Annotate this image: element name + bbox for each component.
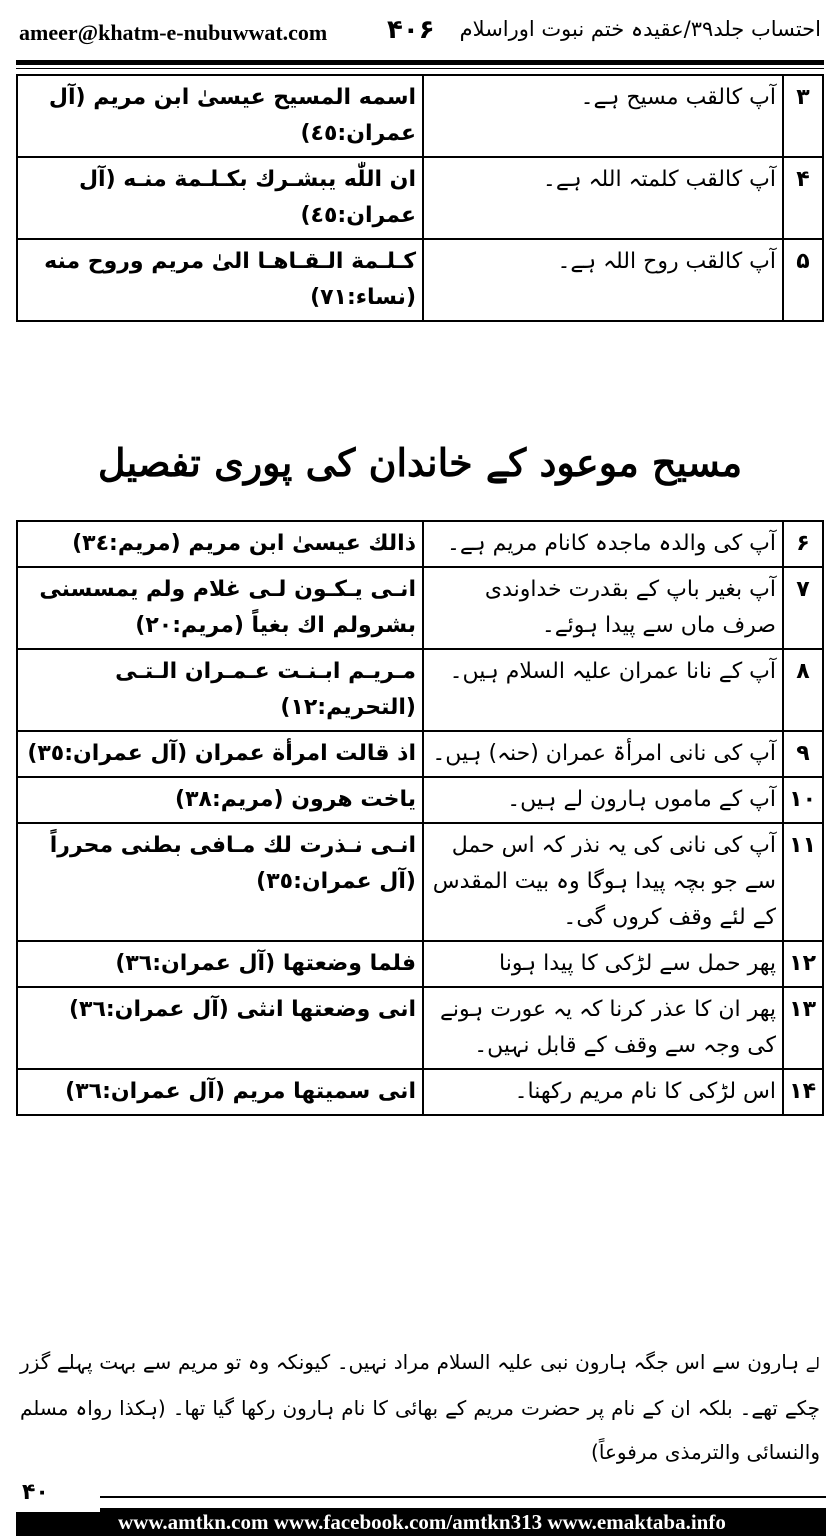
row-arabic-verse: اسمه المسیح عیسیٰ ابن مریم (آل عمران:٤٥) bbox=[17, 75, 423, 157]
row-urdu-text: آپ کالقب کلمتہ اللہ ہے۔ bbox=[423, 157, 783, 239]
row-urdu-text: پھر ان کا عذر کرنا کہ یہ عورت ہونے کی وجہ سے وقف کے قابل نہیں۔ bbox=[423, 987, 783, 1069]
row-arabic-verse: اذ قالت امرأة عمران (آل عمران:٣٥) bbox=[17, 731, 423, 777]
header-email: ameer@khatm-e-nubuwwat.com bbox=[19, 20, 328, 45]
row-number: ۷ bbox=[783, 567, 823, 649]
table-row bbox=[17, 157, 823, 239]
footer-links[interactable]: www.amtkn.com www.facebook.com/amtkn313 www.emaktaba.info bbox=[118, 1510, 726, 1534]
table-row bbox=[17, 567, 823, 649]
page-header bbox=[15, 6, 825, 56]
row-arabic-verse: انـی یـکـون لـی غلام ولم یمسسنی بشرولم اك بغیاً (مریم:٢٠) bbox=[17, 567, 423, 649]
row-number: ۳ bbox=[783, 75, 823, 157]
row-urdu-text: آپ کے نانا عمران علیہ السلام ہیں۔ bbox=[423, 649, 783, 731]
row-number: ۱۴ bbox=[783, 1069, 823, 1115]
row-urdu-text: پھر حمل سے لڑکی کا پیدا ہونا bbox=[423, 941, 783, 987]
row-number: ۱۳ bbox=[783, 987, 823, 1069]
table-row bbox=[17, 731, 823, 777]
row-number: ۶ bbox=[783, 521, 823, 567]
row-number: ۱۱ bbox=[783, 823, 823, 941]
header-title: احتساب جلد۳۹/عقیدہ ختم نبوت اوراسلام bbox=[459, 17, 821, 41]
row-urdu-text: آپ کالقب مسیح ہے۔ bbox=[423, 75, 783, 157]
header-rule bbox=[16, 60, 824, 65]
header-page-number: ۴۰۶ bbox=[387, 15, 435, 45]
row-urdu-text: آپ بغیر باپ کے بقدرت خداوندی صرف ماں سے پیدا ہوئے۔ bbox=[423, 567, 783, 649]
table-row bbox=[17, 777, 823, 823]
row-urdu-text: آپ کالقب روح اللہ ہے۔ bbox=[423, 239, 783, 321]
row-number: ۵ bbox=[783, 239, 823, 321]
verse-table-main bbox=[16, 520, 824, 1116]
row-arabic-verse: انـی نـذرت لك مـافی بطنی محرراً (آل عمران:٣٥) bbox=[17, 823, 423, 941]
footer-page-mark: ۴۰ bbox=[22, 1480, 49, 1505]
table-row bbox=[17, 649, 823, 731]
row-arabic-verse: فلما وضعتها (آل عمران:٣٦) bbox=[17, 941, 423, 987]
table-row bbox=[17, 1069, 823, 1115]
table-row bbox=[17, 75, 823, 157]
row-number: ۹ bbox=[783, 731, 823, 777]
row-number: ۱۰ bbox=[783, 777, 823, 823]
row-arabic-verse: انی سمیتها مریم (آل عمران:٣٦) bbox=[17, 1069, 423, 1115]
row-arabic-verse: مـریـم ابـنـت عـمـران الـتـی (التحریم:١٢) bbox=[17, 649, 423, 731]
table-row bbox=[17, 239, 823, 321]
row-urdu-text: آپ کی نانی کی یہ نذر کہ اس حمل سے جو بچہ پیدا ہوگا وہ بیت المقدس کے لئے وقف کروں گی۔ bbox=[423, 823, 783, 941]
row-arabic-verse: ان اللّٰه یبشـرك بکـلـمة منـه (آل عمران:٤٥) bbox=[17, 157, 423, 239]
footnote-marker: لے bbox=[805, 1354, 820, 1373]
table-row bbox=[17, 521, 823, 567]
footnote bbox=[20, 1340, 820, 1474]
footer-rule bbox=[100, 1496, 826, 1498]
verse-table-top bbox=[16, 74, 824, 322]
row-arabic-verse: یاخت هرون (مریم:٣٨) bbox=[17, 777, 423, 823]
row-urdu-text: آپ کے ماموں ہارون لے ہیں۔ bbox=[423, 777, 783, 823]
row-number: ۱۲ bbox=[783, 941, 823, 987]
row-arabic-verse: کـلـمة الـقـاهـا الیٰ مریم وروح منه (نساء:٧١) bbox=[17, 239, 423, 321]
row-number: ۴ bbox=[783, 157, 823, 239]
table-row bbox=[17, 987, 823, 1069]
row-number: ۸ bbox=[783, 649, 823, 731]
section-heading: مسیح موعود کے خاندان کی پوری تفصیل bbox=[97, 440, 743, 485]
row-urdu-text: آپ کی نانی امرأۃ عمران (حنہ) ہیں۔ bbox=[423, 731, 783, 777]
header-rule-thin bbox=[16, 68, 824, 69]
row-arabic-verse: ذالك عیسیٰ ابن مریم (مریم:٣٤) bbox=[17, 521, 423, 567]
row-urdu-text: آپ کی والدہ ماجدہ کانام مریم ہے۔ bbox=[423, 521, 783, 567]
row-urdu-text: اس لڑکی کا نام مریم رکھنا۔ bbox=[423, 1069, 783, 1115]
table-row bbox=[17, 941, 823, 987]
row-arabic-verse: انی وضعتها انثی (آل عمران:٣٦) bbox=[17, 987, 423, 1069]
footnote-text: ہارون سے اس جگہ ہارون نبی علیہ السلام مراد نہیں۔ کیونکہ وہ تو مریم سے بہت پہلے گزر چکے تھے۔ بلکہ ان کے نام پر حضرت مریم کے بھائی کا نام ہارون رکھا گیا تھا۔ (ہکذا رواہ مسلم والنسائی والترمذی مرفوعاً) bbox=[20, 1350, 820, 1464]
table-row bbox=[17, 823, 823, 941]
